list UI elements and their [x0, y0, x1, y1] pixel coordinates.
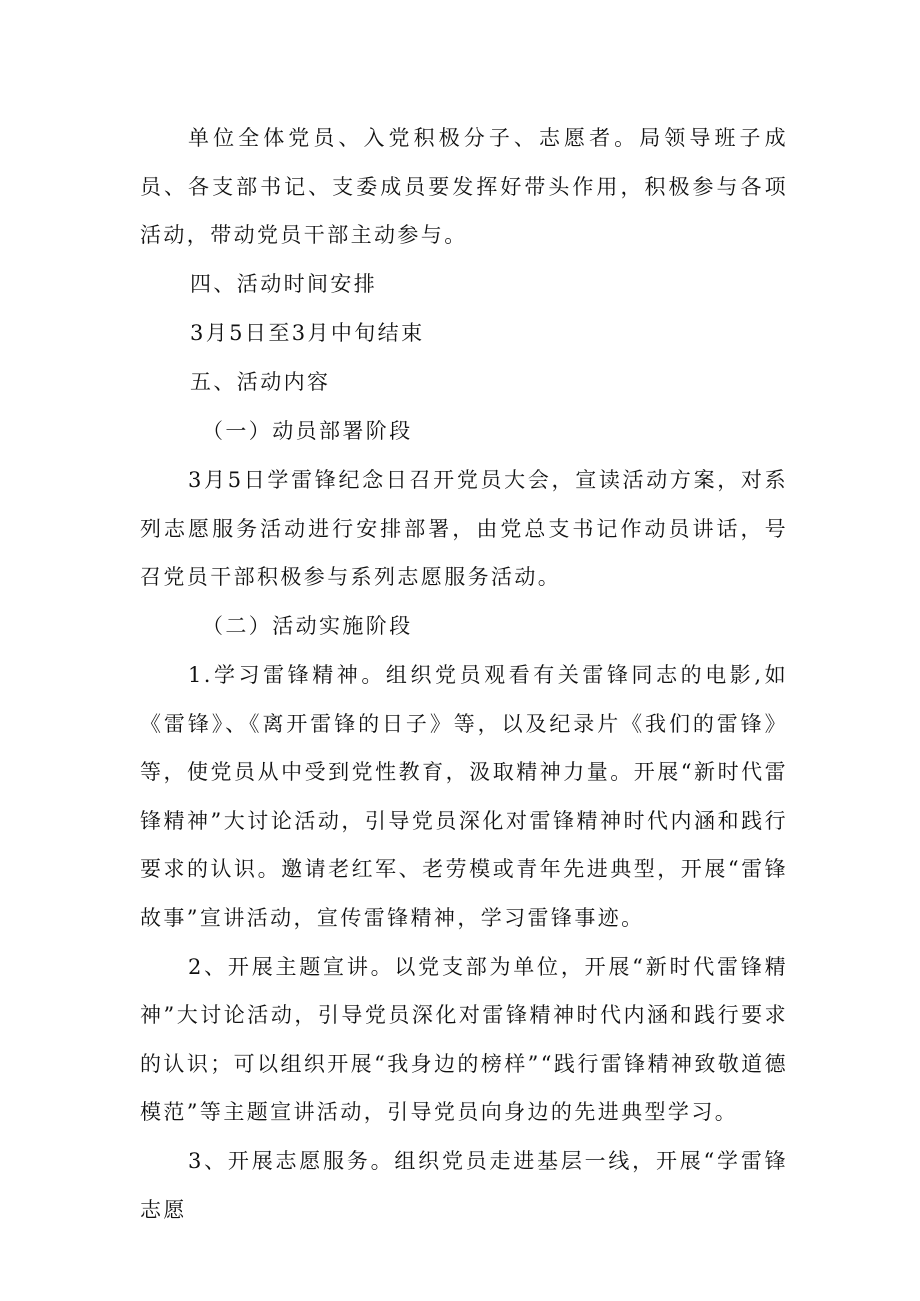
paragraph-study-spirit: 1.学习雷锋精神。组织党员观看有关雷锋同志的电影,如《雷锋》、《离开雷锋的日子》等，以及纪录片《我们的雷锋》等，使党员从中受到党性教育，汲取精神力量。开展“新时代雷锋精神”大讨论活动，引导党员深化对雷锋精神时代内涵和践行要求的认识。邀请老红军、老劳模或青年先进典型，开展“雷锋故事”宣讲活动，宣传雷锋精神，学习雷锋事迹。: [140, 663, 788, 930]
paragraph-mobilization: 3月5日学雷锋纪念日召开党员大会，宣读活动方案，对系列志愿服务活动进行安排部署，由党总支书记作动员讲话，号召党员干部积极参与系列志愿服务活动。: [140, 468, 788, 589]
paragraph-time-range: 3月5日至3月中旬结束: [190, 321, 425, 345]
subheading-mobilization: （一）动员部署阶段: [202, 419, 413, 443]
paragraph-theme-lectures: 2、开展主题宣讲。以党支部为单位，开展“新时代雷锋精神”大讨论活动，引导党员深化对雷锋精神时代内涵和践行要求的认识；可以组织开展“我身边的榜样”“践行雷锋精神致敬道德模范”等主题宣讲活动，引导党员向身边的先进典型学习。: [140, 954, 788, 1124]
subheading-implementation: （二）活动实施阶段: [202, 614, 413, 638]
section-heading-content: 五、活动内容: [190, 370, 331, 394]
paragraph-volunteer-service: 3、开展志愿服务。组织党员走进基层一线，开展“学雷锋志愿: [140, 1149, 788, 1222]
document-body: [140, 114, 788, 1234]
paragraph-participants: 单位全体党员、入党积极分子、志愿者。局领导班子成员、各支部书记、支委成员要发挥好带头作用，积极参与各项活动，带动党员干部主动参与。: [140, 126, 788, 247]
section-heading-time: 四、活动时间安排: [190, 272, 378, 296]
